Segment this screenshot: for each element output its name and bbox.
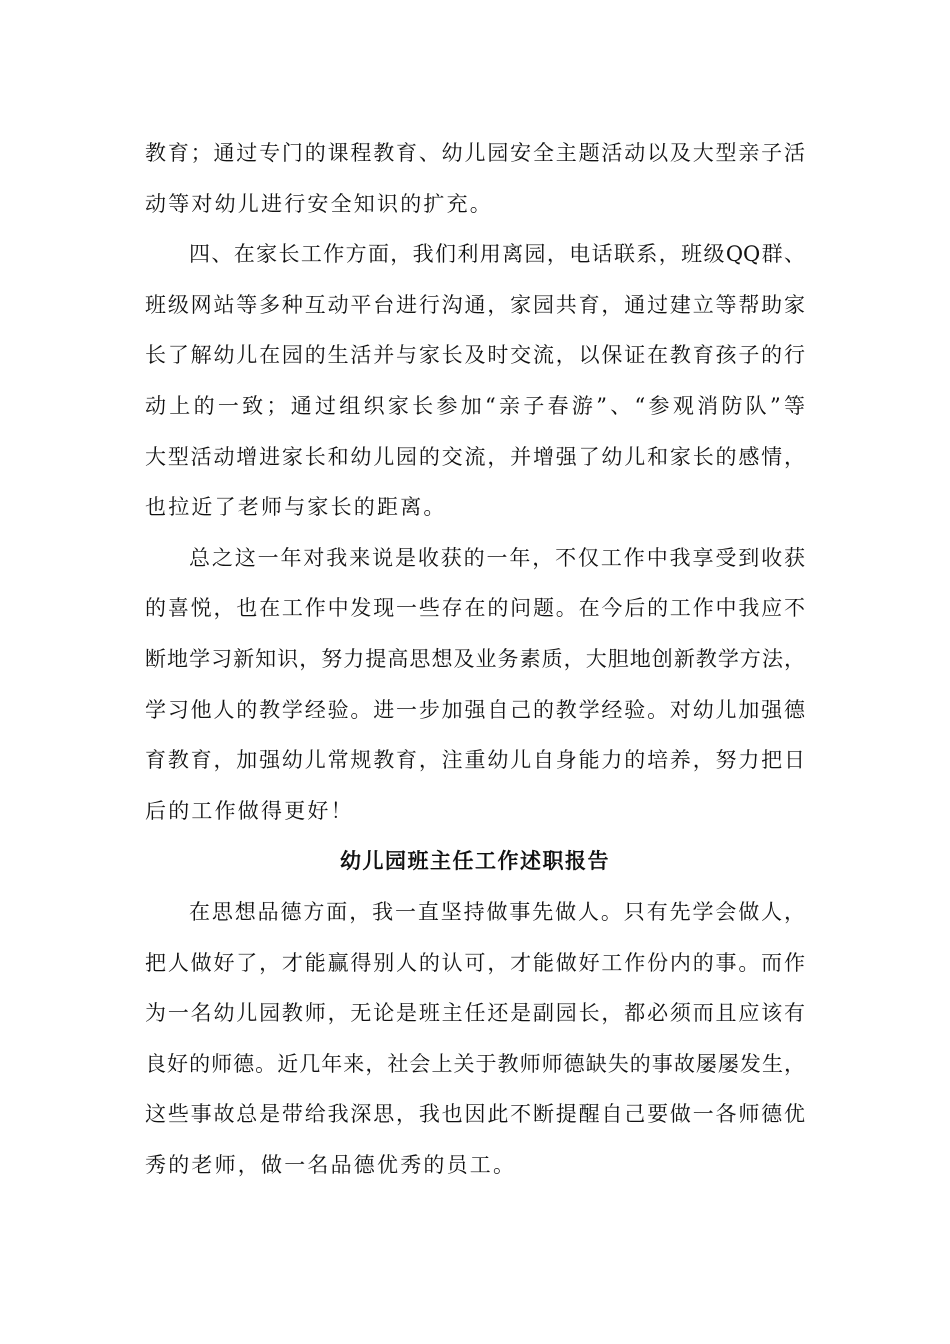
paragraph-line: 良好的师德。近几年来，社会上关于教师师德缺失的事故屡屡发生， <box>145 1051 805 1076</box>
paragraph-line: 教育；通过专门的课程教育、幼儿园安全主题活动以及大型亲子活 <box>145 141 805 165</box>
paragraph-line: 总之这一年对我来说是收获的一年，不仅工作中我享受到收获 <box>189 545 805 570</box>
document-body <box>145 128 805 1190</box>
paragraph-line: 后的工作做得更好！ <box>145 798 354 823</box>
paragraph-line: 也拉近了老师与家长的距离。 <box>145 495 447 520</box>
paragraph-line: 班级网站等多种互动平台进行沟通，家园共育，通过建立等帮助家 <box>145 292 805 317</box>
paragraph-line: 大型活动增进家长和幼儿园的交流，并增强了幼儿和家长的感情， <box>145 444 805 469</box>
paragraph-line: 这些事故总是带给我深思，我也因此不断提醒自己要做一各师德优 <box>145 1102 805 1127</box>
paragraph-line: 动等对幼儿进行安全知识的扩充。 <box>145 191 493 216</box>
paragraph-line: 秀的老师，做一名品德优秀的员工。 <box>145 1152 517 1177</box>
paragraph-line: 把人做好了，才能赢得别人的认可，才能做好工作份内的事。而作 <box>145 950 805 975</box>
section-title: 幼儿园班主任工作述职报告 <box>340 848 610 874</box>
paragraph-line: 动上的一致；通过组织家长参加“亲子春游”、“参观消防队”等 <box>145 393 805 418</box>
paragraph-line: 为一名幼儿园教师，无论是班主任还是副园长，都必须而且应该有 <box>145 1001 805 1026</box>
paragraph-line: 的喜悦，也在工作中发现一些存在的问题。在今后的工作中我应不 <box>145 596 805 621</box>
paragraph-line: 断地学习新知识，努力提高思想及业务素质，大胆地创新教学方法， <box>145 646 805 671</box>
paragraph-line: 在思想品德方面，我一直坚持做事先做人。只有先学会做人， <box>189 899 805 924</box>
paragraph-line: 学习他人的教学经验。进一步加强自己的教学经验。对幼儿加强德 <box>145 697 805 722</box>
paragraph-line: 四、在家长工作方面，我们利用离园，电话联系，班级QQ群、 <box>189 242 805 267</box>
paragraph-line: 育教育，加强幼儿常规教育，注重幼儿自身能力的培养，努力把日 <box>145 748 805 773</box>
paragraph-line: 长了解幼儿在园的生活并与家长及时交流，以保证在教育孩子的行 <box>145 343 805 368</box>
